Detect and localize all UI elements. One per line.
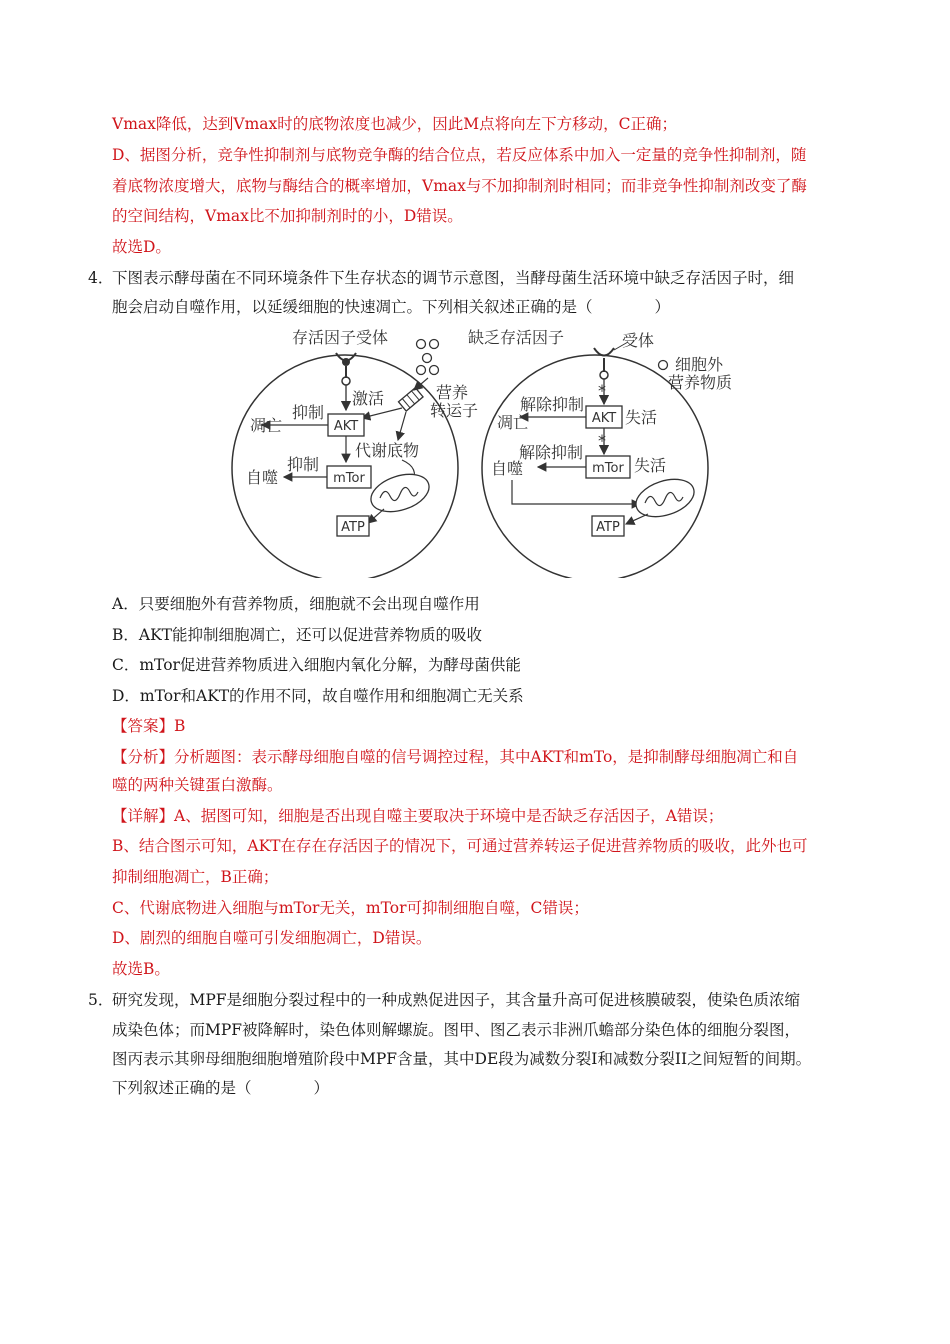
q4-option-d: D．mTor和AKT的作用不同，故自噬作用和细胞凋亡无关系 [112, 687, 524, 705]
prev-explanation-line-2: D、据图分析，竞争性抑制剂与底物竞争酶的结合位点，若反应体系中加入一定量的竞争性抑制剂，随 [112, 146, 807, 164]
q4-figure [0, 318, 950, 578]
right-akt-label: AKT [591, 411, 617, 426]
right-star-2: * [598, 431, 606, 450]
q4-number: 4． [88, 269, 114, 287]
right-release1-label: 解除抑制 [520, 395, 585, 414]
left-atp-label: ATP [341, 520, 365, 535]
right-nutrient-label-1: 细胞外 [675, 355, 724, 374]
q4-option-b: B．AKT能抑制细胞凋亡，还可以促进营养物质的吸收 [112, 626, 483, 644]
prev-explanation-line-4: 的空间结构，Vmax比不加抑制剂时的小，D错误。 [112, 207, 463, 225]
right-release2-label: 解除抑制 [519, 443, 584, 462]
q4-detail-c: C、代谢底物进入细胞与mTor无关，mTor可抑制细胞自噬，C错误； [112, 899, 589, 917]
left-transporter-label-2: 转运子 [430, 401, 479, 420]
prev-explanation-line-3: 着底物浓度增大，底物与酶结合的概率增加，Vmax与不加抑制剂时相同；而非竞争性抑制剂改变了酶 [112, 177, 807, 195]
left-inhibit2-label: 抑制 [287, 455, 320, 474]
left-receptor-icon [336, 353, 356, 385]
q4-answer: 【答案】B [112, 717, 186, 735]
q5-number: 5． [88, 991, 114, 1009]
q4-option-c: C．mTor促进营养物质进入细胞内氧化分解，为酵母菌供能 [112, 656, 521, 674]
left-transporter-label-1: 营养 [436, 383, 469, 402]
right-star-1: * [598, 381, 606, 400]
prev-conclusion: 故选D。 [112, 238, 171, 256]
left-akt-label: AKT [333, 419, 359, 434]
right-inactive2-label: 失活 [634, 456, 667, 475]
right-receptor-label: 受体 [622, 331, 655, 350]
right-receptor-icon [594, 348, 614, 379]
left-transporter-icon [398, 388, 423, 411]
q4-detail-b-line-2: 抑制细胞凋亡，B正确； [112, 868, 279, 886]
q5-line-4: 下列叙述正确的是（ ） [112, 1079, 330, 1097]
q4-detail-a: 【详解】A、据图可知，细胞是否出现自噬主要取决于环境中是否缺乏存活因子，A错误； [112, 807, 724, 825]
q4-conclusion: 故选B。 [112, 960, 170, 978]
left-metabolite-label: 代谢底物 [355, 441, 420, 460]
right-autophagy-label: 自噬 [491, 459, 524, 478]
q4-stem-line-2: 胞会启动自噬作用，以延缓细胞的快速凋亡。下列相关叙述正确的是（ ） [112, 298, 671, 316]
right-nutrient-icon [659, 361, 668, 370]
left-activate-label: 激活 [352, 389, 385, 408]
left-mitochondrion-icon [366, 468, 434, 519]
q4-option-a: A．只要细胞外有营养物质，细胞就不会出现自噬作用 [112, 595, 480, 613]
q5-line-3: 图丙表示其卵母细胞细胞增殖阶段中MPF含量，其中DE段为减数分裂I和减数分裂II之间短暂的间期。 [112, 1050, 812, 1068]
left-autophagy-label: 自噬 [246, 468, 279, 487]
q4-analysis-line-1: 【分析】分析题图：表示酵母细胞自噬的信号调控过程，其中AKT和mTo，是抑制酵母细胞凋亡和自 [112, 748, 799, 766]
q4-analysis-line-2: 噬的两种关键蛋白激酶。 [112, 776, 283, 794]
right-nutrient-label-2: 营养物质 [668, 373, 733, 392]
q5-line-2: 成染色体；而MPF被降解时，染色体则解螺旋。图甲、图乙表示非洲爪蟾部分染色体的细胞分裂图， [112, 1021, 801, 1039]
q4-detail-b-line-1: B、结合图示可知，AKT在存在存活因子的情况下，可通过营养转运子促进营养物质的吸收，此外也可 [112, 837, 808, 855]
prev-explanation-line-1: Vmax降低，达到Vmax时的底物浓度也减少，因此M点将向左下方移动，C正确； [112, 115, 677, 133]
right-apoptosis-label: 凋亡 [497, 413, 530, 432]
right-mtor-label: mTor [592, 461, 624, 476]
right-inactive1-label: 失活 [625, 408, 658, 427]
right-lack-label: 缺乏存活因子 [468, 328, 565, 347]
right-mitochondrion-icon [631, 473, 699, 524]
left-mtor-label: mTor [333, 471, 365, 486]
q4-stem-line-1: 下图表示酵母菌在不同环境条件下生存状态的调节示意图，当酵母菌生活环境中缺乏存活因子时，细 [112, 269, 795, 287]
left-inhibit1-label: 抑制 [292, 403, 325, 422]
left-receptor-label: 存活因子受体 [292, 328, 389, 347]
right-atp-label: ATP [596, 520, 620, 535]
left-apoptosis-label: 凋亡 [250, 416, 283, 435]
q4-detail-d: D、剧烈的细胞自噬可引发细胞凋亡，D错误。 [112, 929, 432, 947]
q5-line-1: 研究发现，MPF是细胞分裂过程中的一种成熟促进因子，其含量升高可促进核膜破裂，使染色质浓缩 [112, 991, 801, 1009]
left-nutrient-icon [417, 340, 439, 375]
